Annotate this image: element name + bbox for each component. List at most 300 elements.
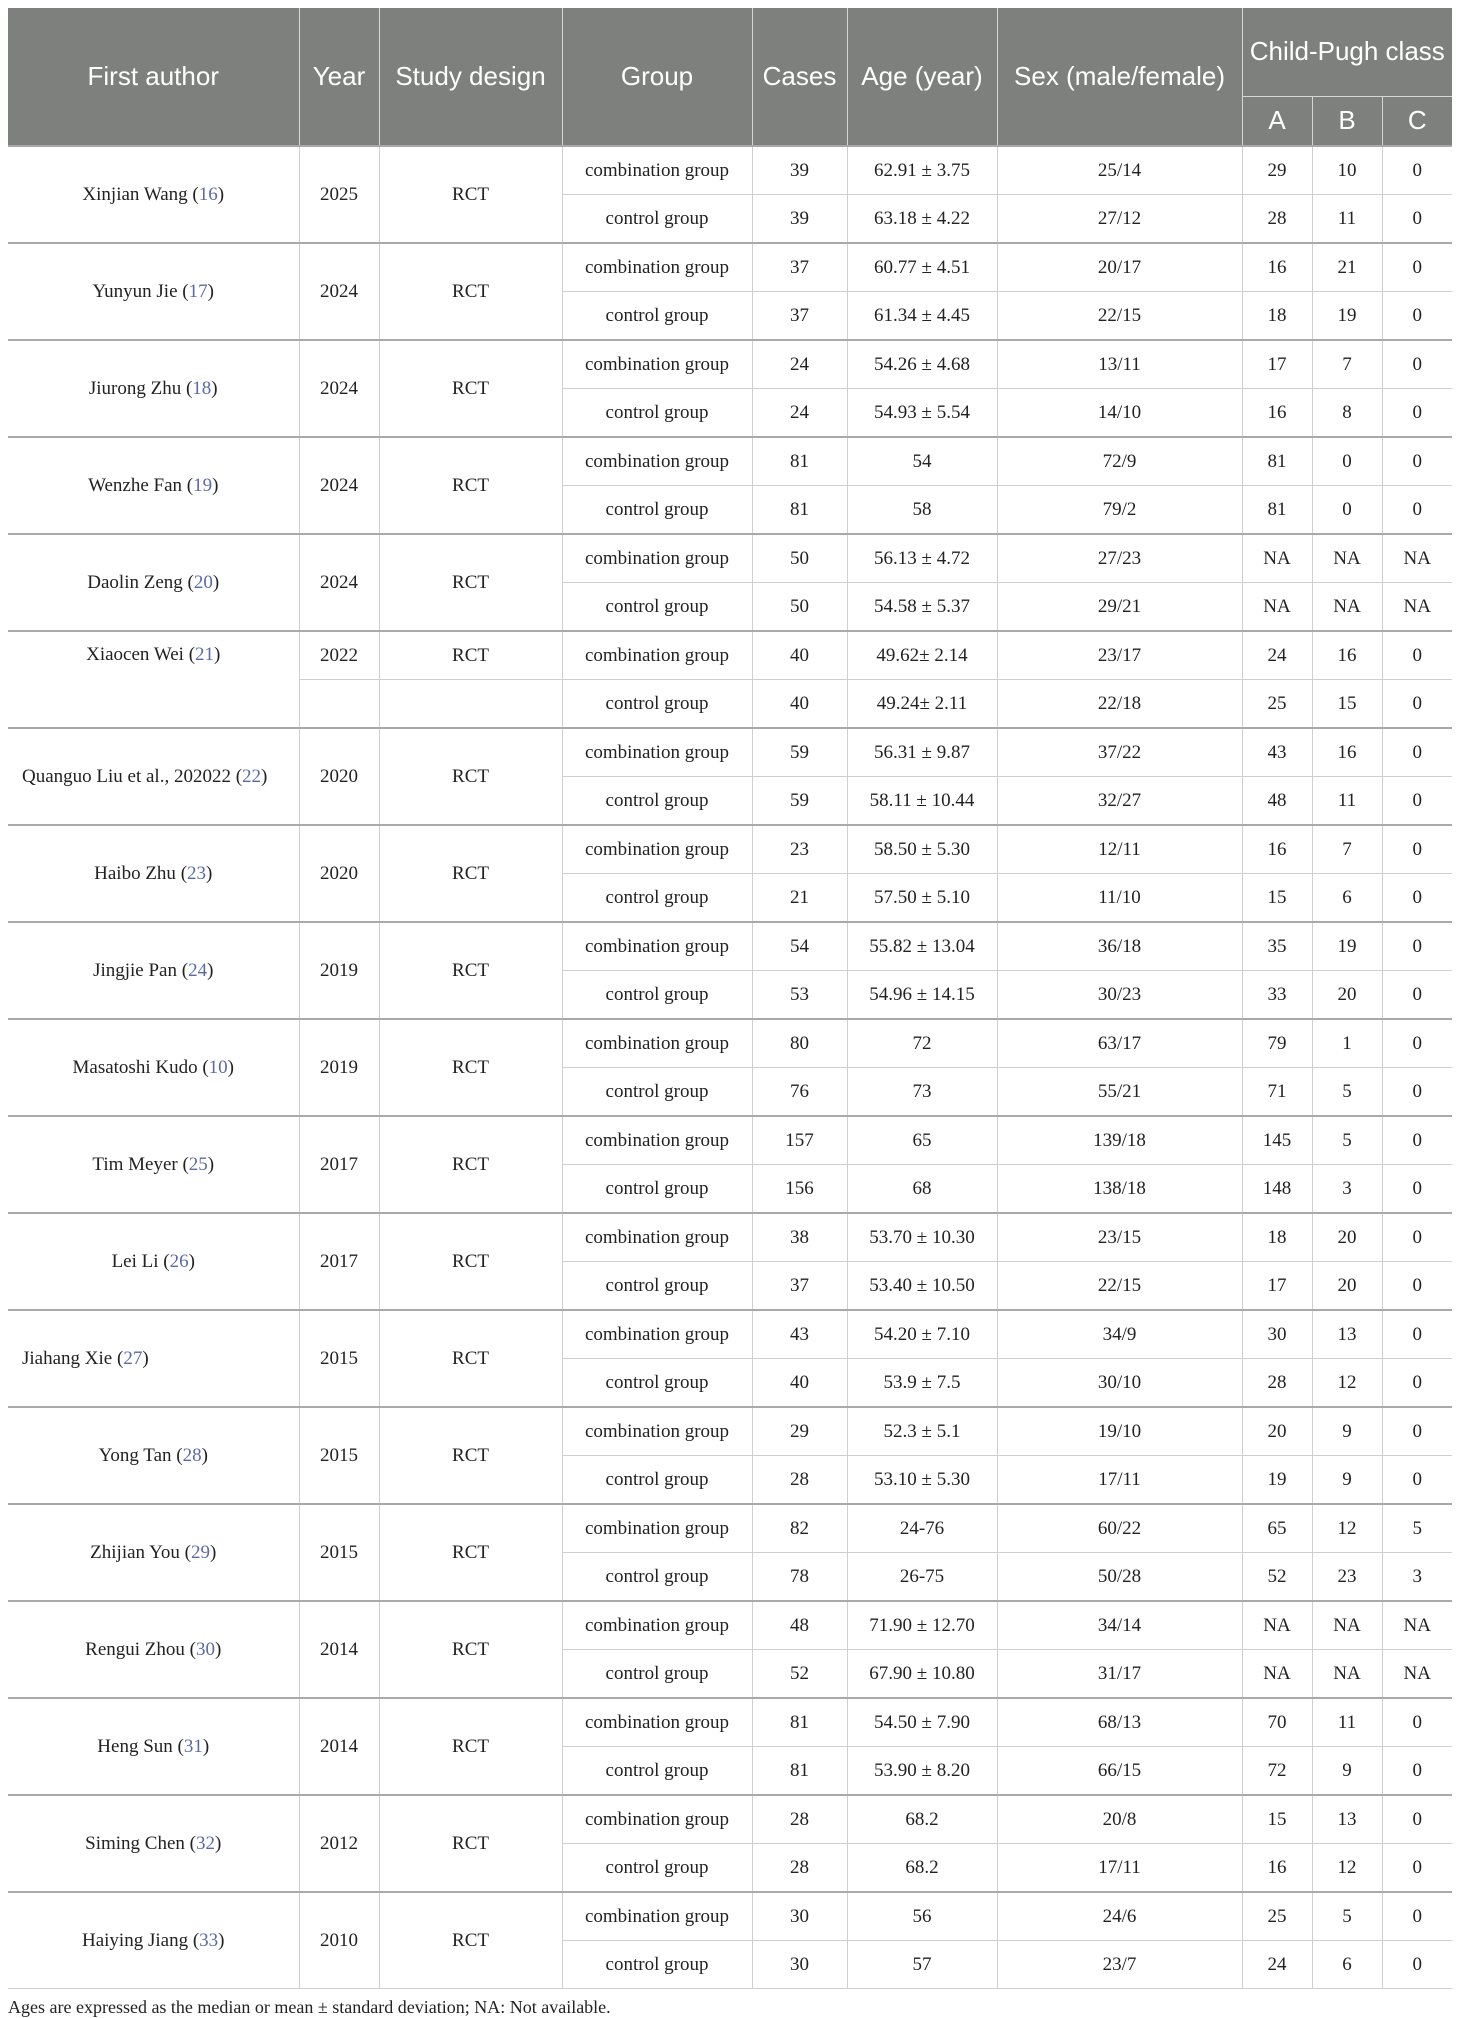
- cases-cell: 37: [752, 1262, 847, 1311]
- year-cell-empty: [299, 680, 379, 729]
- class-b-cell: 12: [1312, 1504, 1382, 1553]
- class-a-cell: 148: [1242, 1165, 1312, 1214]
- group-cell: control group: [562, 1747, 752, 1796]
- author-cell: Yunyun Jie (17): [8, 243, 299, 340]
- cases-cell: 80: [752, 1019, 847, 1068]
- sex-cell: 23/7: [997, 1941, 1242, 1989]
- cases-cell: 21: [752, 874, 847, 923]
- author-name: Heng Sun: [97, 1735, 173, 1757]
- citation-ref: 27: [123, 1347, 143, 1369]
- class-c-cell: 5: [1382, 1504, 1452, 1553]
- sex-cell: 139/18: [997, 1116, 1242, 1165]
- class-b-cell: 20: [1312, 971, 1382, 1020]
- age-cell: 55.82 ± 13.04: [847, 922, 997, 971]
- group-cell: control group: [562, 292, 752, 341]
- class-b-cell: 0: [1312, 437, 1382, 486]
- age-cell: 72: [847, 1019, 997, 1068]
- author-name: Xiaocen Wei: [86, 644, 184, 665]
- design-cell: RCT: [379, 1213, 562, 1310]
- class-c-cell: 0: [1382, 340, 1452, 389]
- table-header: [8, 8, 1452, 146]
- header-class-b: B: [1312, 97, 1382, 147]
- age-cell: 58.11 ± 10.44: [847, 777, 997, 826]
- class-c-cell: 0: [1382, 389, 1452, 438]
- class-c-cell: 0: [1382, 486, 1452, 535]
- sex-cell: 22/18: [997, 680, 1242, 729]
- header-year: Year: [299, 8, 379, 146]
- class-a-cell: 30: [1242, 1310, 1312, 1359]
- design-cell: RCT: [379, 437, 562, 534]
- sex-cell: 50/28: [997, 1553, 1242, 1602]
- group-cell: control group: [562, 1553, 752, 1602]
- class-b-cell: NA: [1312, 583, 1382, 632]
- group-cell: control group: [562, 680, 752, 729]
- cases-cell: 50: [752, 534, 847, 583]
- design-cell: RCT: [379, 146, 562, 243]
- age-cell: 58: [847, 486, 997, 535]
- class-a-cell: 16: [1242, 1844, 1312, 1893]
- class-b-cell: 15: [1312, 680, 1382, 729]
- author-name: Haiying Jiang: [82, 1929, 189, 1951]
- citation-ref: 31: [183, 1735, 203, 1757]
- cases-cell: 43: [752, 1310, 847, 1359]
- class-a-cell: 35: [1242, 922, 1312, 971]
- age-cell: 49.24± 2.11: [847, 680, 997, 729]
- age-cell: 53.40 ± 10.50: [847, 1262, 997, 1311]
- year-cell: 2015: [299, 1504, 379, 1601]
- class-a-cell: 48: [1242, 777, 1312, 826]
- group-cell: control group: [562, 1844, 752, 1893]
- class-c-cell: 0: [1382, 680, 1452, 729]
- sex-cell: 27/23: [997, 534, 1242, 583]
- class-c-cell: 0: [1382, 1213, 1452, 1262]
- class-a-cell: NA: [1242, 583, 1312, 632]
- class-a-cell: 16: [1242, 825, 1312, 874]
- class-a-cell: 25: [1242, 680, 1312, 729]
- age-cell: 49.62± 2.14: [847, 631, 997, 680]
- table-row: [8, 1116, 1452, 1165]
- sex-cell: 11/10: [997, 874, 1242, 923]
- design-cell: RCT: [379, 728, 562, 825]
- author-cell: Wenzhe Fan (19): [8, 437, 299, 534]
- class-a-cell: 20: [1242, 1407, 1312, 1456]
- age-cell: 54.58 ± 5.37: [847, 583, 997, 632]
- cases-cell: 37: [752, 292, 847, 341]
- class-a-cell: 28: [1242, 1359, 1312, 1408]
- year-cell: 2022: [299, 631, 379, 680]
- age-cell: 56: [847, 1892, 997, 1941]
- group-cell: combination group: [562, 1019, 752, 1068]
- class-a-cell: 145: [1242, 1116, 1312, 1165]
- citation-ref: 10: [208, 1056, 228, 1078]
- sex-cell: 22/15: [997, 292, 1242, 341]
- cases-cell: 157: [752, 1116, 847, 1165]
- age-cell: 71.90 ± 12.70: [847, 1601, 997, 1650]
- author-cell: Jiurong Zhu (18): [8, 340, 299, 437]
- cases-cell: 28: [752, 1844, 847, 1893]
- age-cell: 67.90 ± 10.80: [847, 1650, 997, 1699]
- age-cell: 62.91 ± 3.75: [847, 146, 997, 195]
- table-row: [8, 243, 1452, 292]
- class-a-cell: 81: [1242, 437, 1312, 486]
- author-name: Zhijian You: [90, 1541, 180, 1563]
- table-footnote: Ages are expressed as the median or mean ± standard deviation; NA: Not available.: [8, 1997, 611, 2017]
- age-cell: 54.93 ± 5.54: [847, 389, 997, 438]
- class-c-cell: NA: [1382, 1601, 1452, 1650]
- design-cell: RCT: [379, 922, 562, 1019]
- author-cell: Daolin Zeng (20): [8, 534, 299, 631]
- baseline-characteristics-table: [8, 8, 1452, 1989]
- author-cell: Xinjian Wang (16): [8, 146, 299, 243]
- citation-ref: 26: [169, 1250, 189, 1272]
- group-cell: control group: [562, 874, 752, 923]
- design-cell: RCT: [379, 631, 562, 680]
- age-cell: 68.2: [847, 1844, 997, 1893]
- class-c-cell: 0: [1382, 1165, 1452, 1214]
- author-cell: Rengui Zhou (30): [8, 1601, 299, 1698]
- table-row: [8, 1407, 1452, 1456]
- year-cell: 2020: [299, 825, 379, 922]
- group-cell: combination group: [562, 1795, 752, 1844]
- class-b-cell: 16: [1312, 631, 1382, 680]
- group-cell: combination group: [562, 534, 752, 583]
- header-cases: Cases: [752, 8, 847, 146]
- class-a-cell: 15: [1242, 874, 1312, 923]
- age-cell: 53.70 ± 10.30: [847, 1213, 997, 1262]
- class-a-cell: 16: [1242, 389, 1312, 438]
- year-cell: 2012: [299, 1795, 379, 1892]
- class-b-cell: NA: [1312, 1650, 1382, 1699]
- cases-cell: 24: [752, 340, 847, 389]
- class-c-cell: 0: [1382, 1262, 1452, 1311]
- design-cell: RCT: [379, 534, 562, 631]
- class-b-cell: 11: [1312, 1698, 1382, 1747]
- design-cell: RCT: [379, 1019, 562, 1116]
- cases-cell: 40: [752, 631, 847, 680]
- header-child-pugh: Child-Pugh class: [1242, 8, 1452, 97]
- age-cell: 56.31 ± 9.87: [847, 728, 997, 777]
- design-cell: RCT: [379, 243, 562, 340]
- cases-cell: 30: [752, 1892, 847, 1941]
- age-cell: 68: [847, 1165, 997, 1214]
- class-a-cell: NA: [1242, 1601, 1312, 1650]
- header-sex: Sex (male/female): [997, 8, 1242, 146]
- group-cell: combination group: [562, 1892, 752, 1941]
- age-cell: 61.34 ± 4.45: [847, 292, 997, 341]
- age-cell: 54.50 ± 7.90: [847, 1698, 997, 1747]
- sex-cell: 66/15: [997, 1747, 1242, 1796]
- class-b-cell: 5: [1312, 1068, 1382, 1117]
- age-cell: 58.50 ± 5.30: [847, 825, 997, 874]
- table-row: [8, 728, 1452, 777]
- table-row: [8, 437, 1452, 486]
- design-cell-empty: [379, 680, 562, 729]
- author-cell: Jiahang Xie (27): [8, 1310, 299, 1407]
- author-name: Wenzhe Fan: [88, 474, 183, 496]
- author-cell: Tim Meyer (25): [8, 1116, 299, 1213]
- table-row: [8, 146, 1452, 195]
- class-b-cell: 19: [1312, 292, 1382, 341]
- group-cell: combination group: [562, 243, 752, 292]
- age-cell: 26-75: [847, 1553, 997, 1602]
- class-b-cell: 6: [1312, 1941, 1382, 1989]
- class-c-cell: 0: [1382, 1747, 1452, 1796]
- year-cell: 2015: [299, 1407, 379, 1504]
- age-cell: 54.20 ± 7.10: [847, 1310, 997, 1359]
- citation-ref: 29: [191, 1541, 210, 1563]
- class-a-cell: 17: [1242, 340, 1312, 389]
- class-c-cell: 0: [1382, 1359, 1452, 1408]
- sex-cell: 12/11: [997, 825, 1242, 874]
- citation-ref: 22: [242, 765, 262, 787]
- header-class-a: A: [1242, 97, 1312, 147]
- cases-cell: 81: [752, 437, 847, 486]
- table-row: [8, 922, 1452, 971]
- class-c-cell: 0: [1382, 874, 1452, 923]
- class-a-cell: 15: [1242, 1795, 1312, 1844]
- sex-cell: 31/17: [997, 1650, 1242, 1699]
- class-b-cell: NA: [1312, 534, 1382, 583]
- group-cell: combination group: [562, 1504, 752, 1553]
- table-row: [8, 631, 1452, 680]
- sex-cell: 30/23: [997, 971, 1242, 1020]
- class-a-cell: 71: [1242, 1068, 1312, 1117]
- design-cell: RCT: [379, 1698, 562, 1795]
- class-c-cell: NA: [1382, 534, 1452, 583]
- class-a-cell: 28: [1242, 195, 1312, 244]
- cases-cell: 37: [752, 243, 847, 292]
- sex-cell: 25/14: [997, 146, 1242, 195]
- citation-ref: 23: [187, 862, 207, 884]
- author-cell: Xiaocen Wei (21): [8, 631, 299, 728]
- author-name: Yong Tan: [98, 1444, 172, 1466]
- class-b-cell: 5: [1312, 1116, 1382, 1165]
- sex-cell: 60/22: [997, 1504, 1242, 1553]
- header-study-design: Study design: [379, 8, 562, 146]
- class-b-cell: 20: [1312, 1213, 1382, 1262]
- class-b-cell: 9: [1312, 1456, 1382, 1505]
- sex-cell: 19/10: [997, 1407, 1242, 1456]
- age-cell: 65: [847, 1116, 997, 1165]
- sex-cell: 20/17: [997, 243, 1242, 292]
- cases-cell: 40: [752, 1359, 847, 1408]
- design-cell: RCT: [379, 1310, 562, 1407]
- sex-cell: 34/14: [997, 1601, 1242, 1650]
- class-b-cell: 23: [1312, 1553, 1382, 1602]
- sex-cell: 79/2: [997, 486, 1242, 535]
- class-c-cell: 0: [1382, 437, 1452, 486]
- age-cell: 63.18 ± 4.22: [847, 195, 997, 244]
- age-cell: 52.3 ± 5.1: [847, 1407, 997, 1456]
- year-cell: 2020: [299, 728, 379, 825]
- class-a-cell: 17: [1242, 1262, 1312, 1311]
- year-cell: 2015: [299, 1310, 379, 1407]
- class-a-cell: 52: [1242, 1553, 1312, 1602]
- table-row: [8, 825, 1452, 874]
- header-age: Age (year): [847, 8, 997, 146]
- sex-cell: 37/22: [997, 728, 1242, 777]
- age-cell: 68.2: [847, 1795, 997, 1844]
- sex-cell: 14/10: [997, 389, 1242, 438]
- cases-cell: 76: [752, 1068, 847, 1117]
- cases-cell: 48: [752, 1601, 847, 1650]
- class-a-cell: 81: [1242, 486, 1312, 535]
- cases-cell: 38: [752, 1213, 847, 1262]
- class-c-cell: 0: [1382, 1892, 1452, 1941]
- author-name: Masatoshi Kudo: [72, 1056, 198, 1078]
- group-cell: control group: [562, 389, 752, 438]
- class-a-cell: 79: [1242, 1019, 1312, 1068]
- sex-cell: 34/9: [997, 1310, 1242, 1359]
- author-cell: Jingjie Pan (24): [8, 922, 299, 1019]
- class-a-cell: 70: [1242, 1698, 1312, 1747]
- age-cell: 53.10 ± 5.30: [847, 1456, 997, 1505]
- group-cell: combination group: [562, 1213, 752, 1262]
- table-row: [8, 1504, 1452, 1553]
- design-cell: RCT: [379, 1601, 562, 1698]
- group-cell: combination group: [562, 146, 752, 195]
- class-a-cell: 18: [1242, 1213, 1312, 1262]
- class-b-cell: 19: [1312, 922, 1382, 971]
- cases-cell: 40: [752, 680, 847, 729]
- class-b-cell: 8: [1312, 389, 1382, 438]
- age-cell: 54: [847, 437, 997, 486]
- class-a-cell: 65: [1242, 1504, 1312, 1553]
- cases-cell: 39: [752, 146, 847, 195]
- group-cell: control group: [562, 1165, 752, 1214]
- design-cell: RCT: [379, 1504, 562, 1601]
- cases-cell: 59: [752, 777, 847, 826]
- cases-cell: 29: [752, 1407, 847, 1456]
- year-cell: 2014: [299, 1698, 379, 1795]
- author-name: Jiahang Xie: [22, 1347, 113, 1369]
- class-c-cell: 0: [1382, 1941, 1452, 1989]
- cases-cell: 53: [752, 971, 847, 1020]
- cases-cell: 52: [752, 1650, 847, 1699]
- class-b-cell: 6: [1312, 874, 1382, 923]
- year-cell: 2010: [299, 1892, 379, 1989]
- author-name: Quanguo Liu et al., 202022: [22, 765, 231, 787]
- sex-cell: 23/17: [997, 631, 1242, 680]
- author-cell: Yong Tan (28): [8, 1407, 299, 1504]
- age-cell: 24-76: [847, 1504, 997, 1553]
- class-c-cell: 0: [1382, 825, 1452, 874]
- age-cell: 57: [847, 1941, 997, 1989]
- cases-cell: 81: [752, 1747, 847, 1796]
- citation-ref: 19: [193, 474, 213, 496]
- class-c-cell: 0: [1382, 1407, 1452, 1456]
- class-a-cell: NA: [1242, 534, 1312, 583]
- sex-cell: 68/13: [997, 1698, 1242, 1747]
- class-b-cell: 16: [1312, 728, 1382, 777]
- class-c-cell: 0: [1382, 1795, 1452, 1844]
- class-b-cell: 5: [1312, 1892, 1382, 1941]
- author-cell: Quanguo Liu et al., 202022 (22): [8, 728, 299, 825]
- class-b-cell: 20: [1312, 1262, 1382, 1311]
- sex-cell: 23/15: [997, 1213, 1242, 1262]
- table-body: [8, 146, 1452, 1989]
- class-a-cell: 16: [1242, 243, 1312, 292]
- cases-cell: 81: [752, 1698, 847, 1747]
- class-c-cell: 0: [1382, 146, 1452, 195]
- author-name: Tim Meyer: [92, 1153, 178, 1175]
- class-c-cell: 3: [1382, 1553, 1452, 1602]
- author-cell: Zhijian You (29): [8, 1504, 299, 1601]
- age-cell: 54.26 ± 4.68: [847, 340, 997, 389]
- table-row: [8, 1601, 1452, 1650]
- class-b-cell: 11: [1312, 777, 1382, 826]
- sex-cell: 17/11: [997, 1456, 1242, 1505]
- table-row: [8, 340, 1452, 389]
- cases-cell: 30: [752, 1941, 847, 1989]
- design-cell: RCT: [379, 1116, 562, 1213]
- citation-ref: 24: [188, 959, 208, 981]
- class-a-cell: 43: [1242, 728, 1312, 777]
- class-c-cell: 0: [1382, 1068, 1452, 1117]
- group-cell: combination group: [562, 922, 752, 971]
- class-c-cell: 0: [1382, 1844, 1452, 1893]
- table-row: [8, 1892, 1452, 1941]
- class-b-cell: 13: [1312, 1310, 1382, 1359]
- group-cell: combination group: [562, 1601, 752, 1650]
- year-cell: 2024: [299, 437, 379, 534]
- class-b-cell: 9: [1312, 1407, 1382, 1456]
- author-name: Jingjie Pan: [93, 959, 177, 981]
- header-group: Group: [562, 8, 752, 146]
- header-first-author: First author: [8, 8, 299, 146]
- class-a-cell: 33: [1242, 971, 1312, 1020]
- year-cell: 2019: [299, 1019, 379, 1116]
- group-cell: control group: [562, 195, 752, 244]
- sex-cell: 55/21: [997, 1068, 1242, 1117]
- year-cell: 2014: [299, 1601, 379, 1698]
- class-a-cell: 24: [1242, 631, 1312, 680]
- group-cell: control group: [562, 1456, 752, 1505]
- class-c-cell: 0: [1382, 243, 1452, 292]
- author-name: Rengui Zhou: [85, 1638, 185, 1660]
- author-name: Xinjian Wang: [82, 183, 188, 205]
- author-cell: Haibo Zhu (23): [8, 825, 299, 922]
- group-cell: combination group: [562, 1310, 752, 1359]
- group-cell: control group: [562, 583, 752, 632]
- author-cell: Siming Chen (32): [8, 1795, 299, 1892]
- author-cell: Lei Li (26): [8, 1213, 299, 1310]
- class-c-cell: 0: [1382, 1019, 1452, 1068]
- sex-cell: 32/27: [997, 777, 1242, 826]
- class-b-cell: NA: [1312, 1601, 1382, 1650]
- table-row: [8, 1019, 1452, 1068]
- class-b-cell: 9: [1312, 1747, 1382, 1796]
- citation-ref: 33: [199, 1929, 219, 1951]
- class-c-cell: 0: [1382, 195, 1452, 244]
- group-cell: control group: [562, 1262, 752, 1311]
- class-c-cell: 0: [1382, 971, 1452, 1020]
- author-name: Siming Chen: [85, 1832, 185, 1854]
- cases-cell: 81: [752, 486, 847, 535]
- design-cell: RCT: [379, 825, 562, 922]
- group-cell: combination group: [562, 340, 752, 389]
- class-b-cell: 1: [1312, 1019, 1382, 1068]
- age-cell: 60.77 ± 4.51: [847, 243, 997, 292]
- year-cell: 2017: [299, 1213, 379, 1310]
- group-cell: combination group: [562, 1116, 752, 1165]
- age-cell: 53.9 ± 7.5: [847, 1359, 997, 1408]
- sex-cell: 27/12: [997, 195, 1242, 244]
- group-cell: combination group: [562, 631, 752, 680]
- group-cell: combination group: [562, 1698, 752, 1747]
- table-row: [8, 534, 1452, 583]
- sex-cell: 29/21: [997, 583, 1242, 632]
